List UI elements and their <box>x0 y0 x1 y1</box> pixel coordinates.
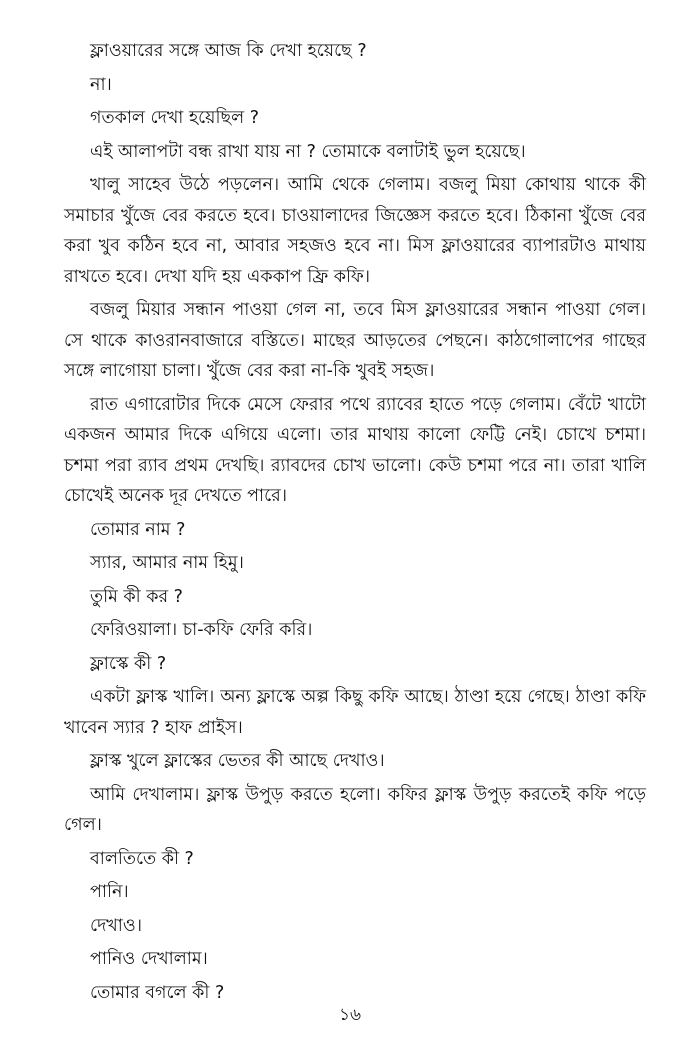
paragraph: খালু সাহেব উঠে পড়লেন। আমি থেকে গেলাম। বজলু মিয়া কোথায় থাকে কী সমাচার খুঁজে বের করতে হবে। চাওয়ালাদের জিজ্ঞেস করতে হবে। ঠিকানা খুঁজে বের করা খুব কঠিন হবে না, আবার সহজও হবে না। মিস ফ্লাওয়ারের ব্যাপারটাও মাথায় রাখতে হবে। দেখা যদি হয় এককাপ ফ্রি কফি। <box>64 175 646 287</box>
paragraph: তুমি কী কর ? <box>90 586 183 607</box>
paragraph: স্যার, আমার নাম হিমু। <box>90 553 244 573</box>
paragraph: এই আলাপটা বন্ধ রাখা যায় না ? তোমাকে বলাটাই ভুল হয়েছে। <box>90 141 526 162</box>
paragraph: বালতিতে কী ? <box>90 848 194 869</box>
paragraph: ফ্লাস্কে কী ? <box>90 653 167 674</box>
paragraph: পানিও দেখালাম। <box>90 949 208 969</box>
paragraph: না। <box>90 74 112 95</box>
paragraph: ফ্লাস্ক খুলে ফ্লাস্কের ভেতর কী আছে দেখাও। <box>90 751 385 771</box>
paragraph: তোমার বগলে কী ? <box>90 982 225 1003</box>
paragraph: একটা ফ্লাস্ক খালি। অন্য ফ্লাস্কে অল্প কিছু কফি আছে। ঠাণ্ডা হয়ে গেছে। ঠাণ্ডা কফি খাবেন স্যার ? হাফ প্রাইস। <box>64 687 646 738</box>
paragraph: গতকাল দেখা হয়েছিল ? <box>90 108 259 128</box>
paragraph: তোমার নাম ? <box>90 519 186 540</box>
paragraph: ফেরিওয়ালা। চা-কফি ফেরি করি। <box>90 620 313 640</box>
paragraph: বজলু মিয়ার সন্ধান পাওয়া গেল না, তবে মিস ফ্লাওয়ারের সন্ধান পাওয়া গেল। সে থাকে কাওরানবাজারে বস্তিতে। মাছের আড়তের পেছনে। কাঠগোলাপের গাছের সঙ্গে লাগোয়া চালা। খুঁজে বের করা না-কি খুবই সহজ। <box>64 300 646 381</box>
paragraph: ফ্লাওয়ারের সঙ্গে আজ কি দেখা হয়েছে ? <box>90 41 367 61</box>
paragraph: দেখাও। <box>90 915 142 936</box>
paragraph: রাত এগারোটার দিকে মেসে ফেরার পথে র‍্যাবের হাতে পড়ে গেলাম। বেঁটে খাটো একজন আমার দিকে এগিয়ে এলো। তার মাথায় কালো ফেট্টি নেই। চোখে চশমা। চশমা পরা র‍্যাব প্রথম দেখছি। র‍্যাবদের চোখ ভালো। কেউ চশমা পরে না। তারা খালি চোখেই অনেক দূর দেখতে পারে। <box>64 394 646 506</box>
body-text <box>64 36 646 1008</box>
page-number: ১৬ <box>338 1005 362 1025</box>
paragraph: আমি দেখালাম। ফ্লাস্ক উপুড় করতে হলো। কফির ফ্লাস্ক উপুড় করতেই কফি পড়ে গেল। <box>64 784 646 835</box>
paragraph: পানি। <box>90 882 129 902</box>
